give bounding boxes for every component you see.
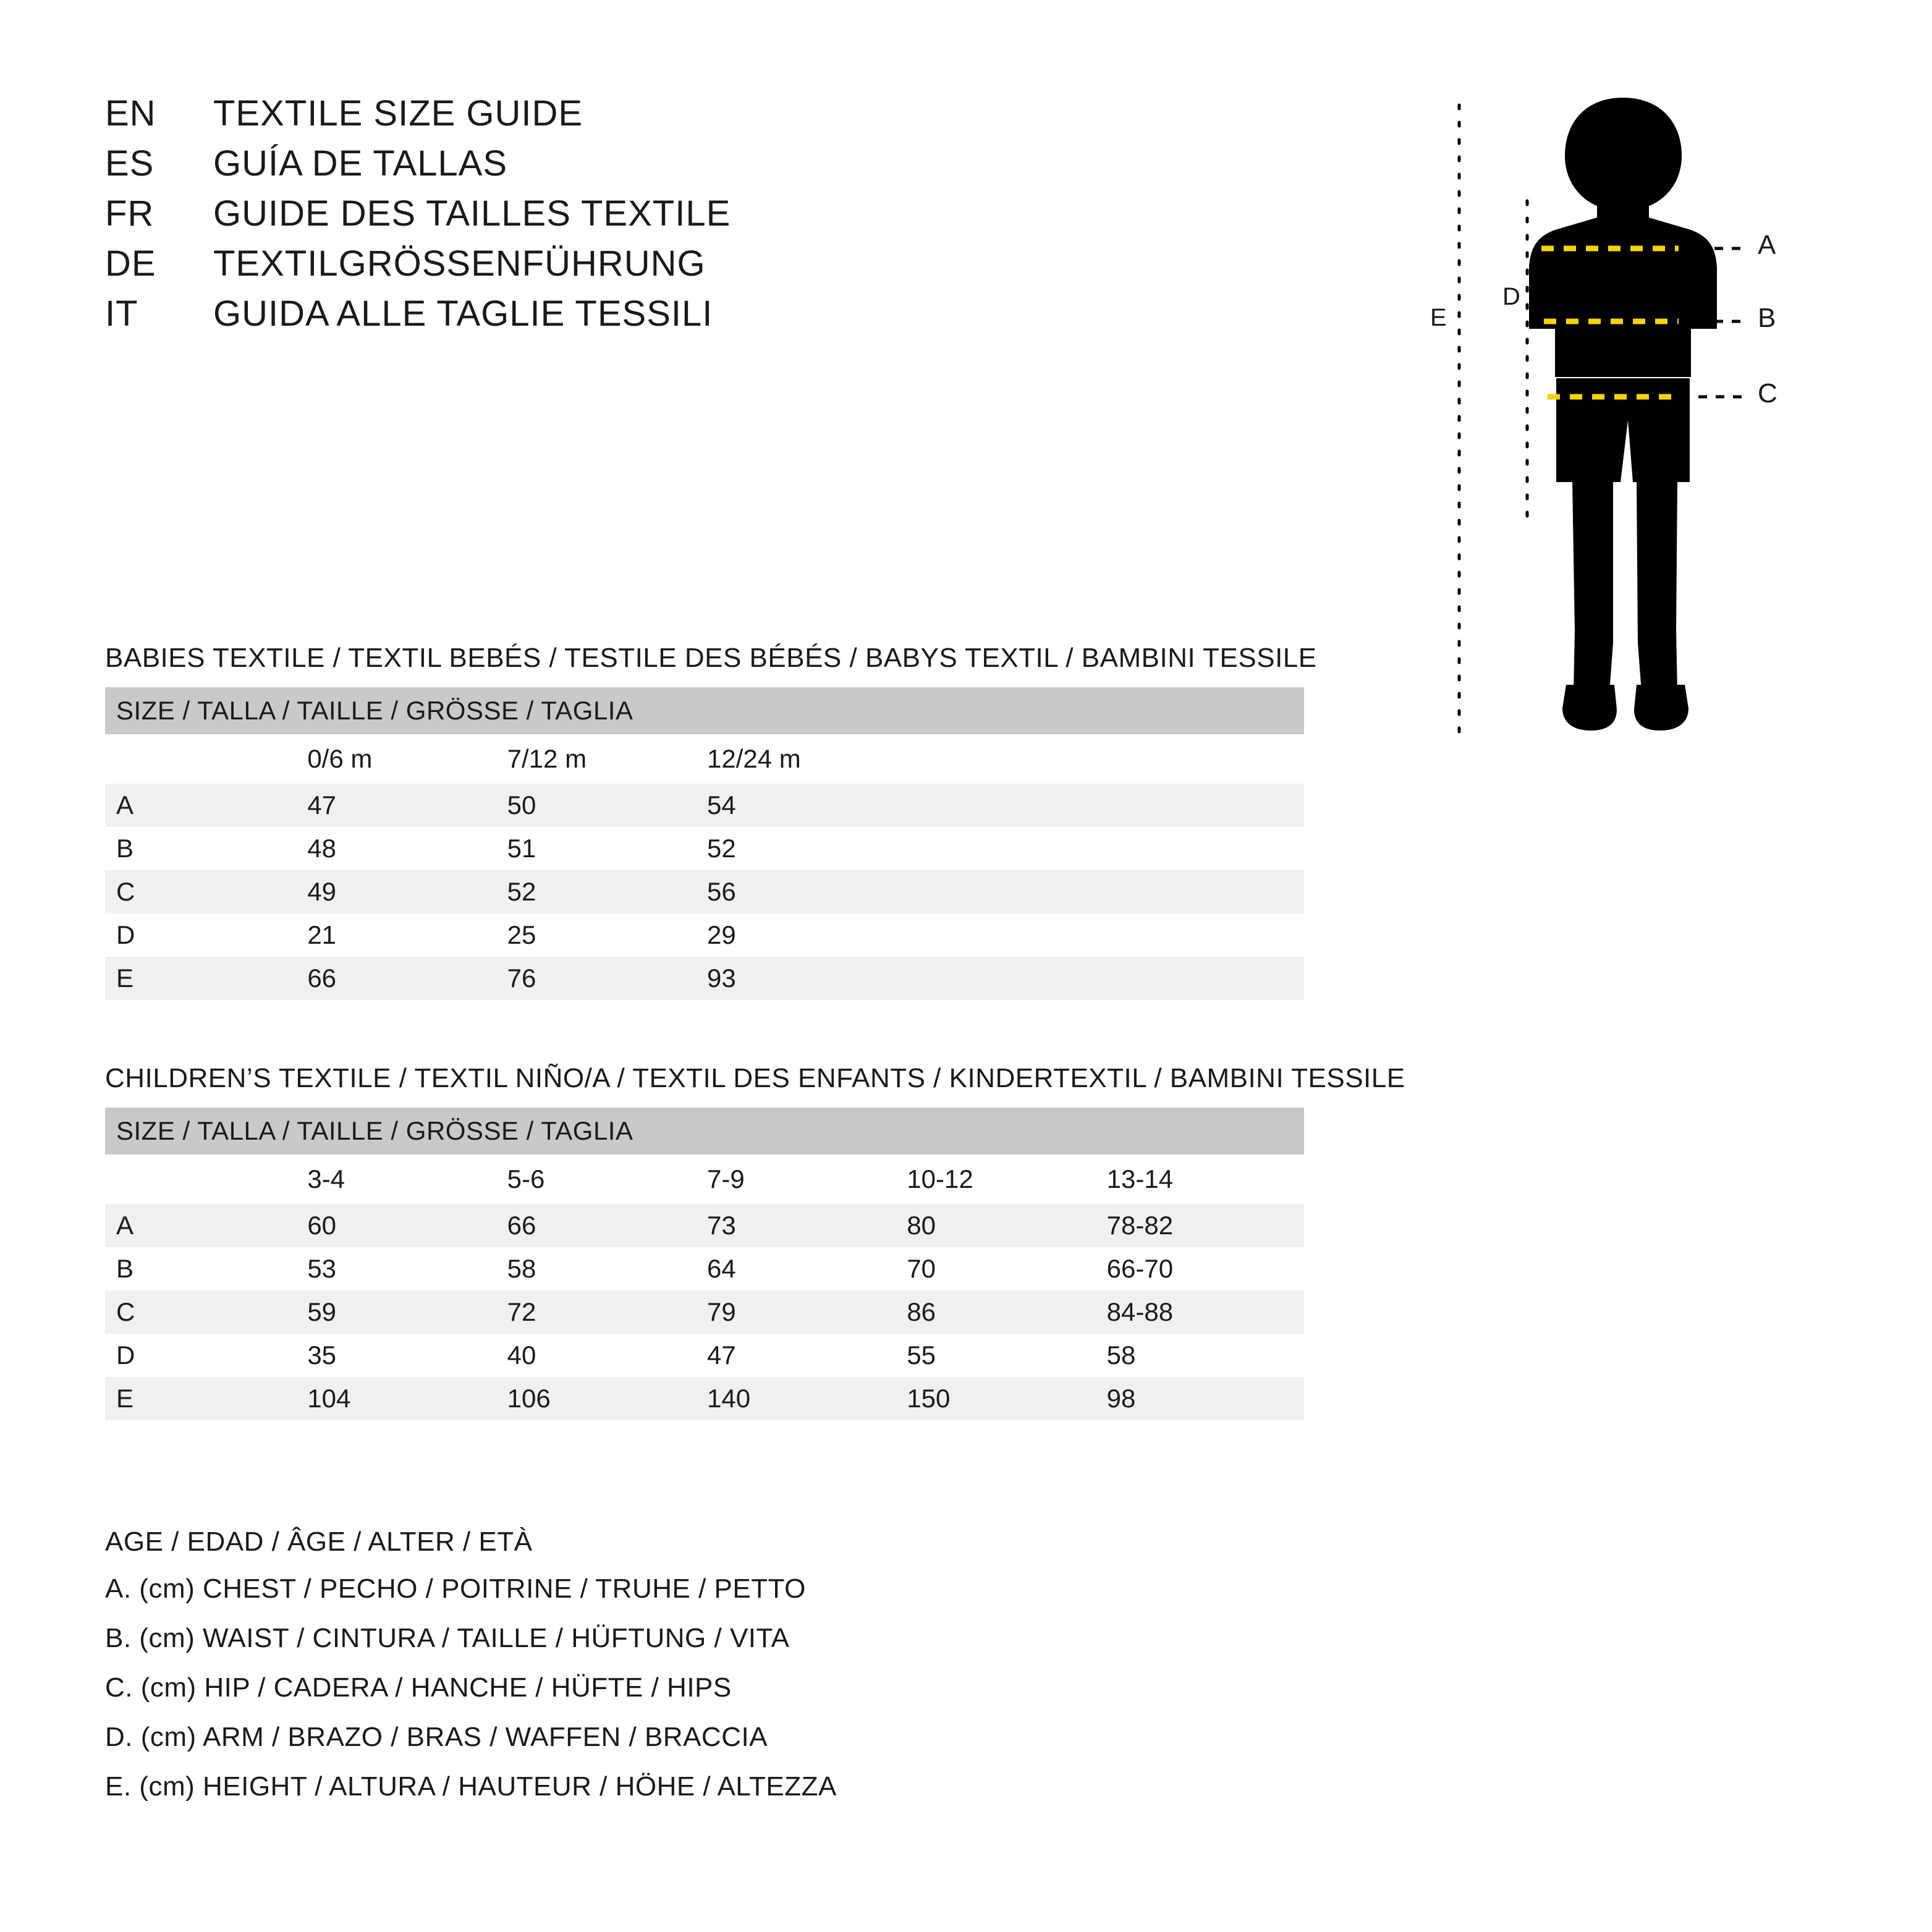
children-column-header: 13-14 [1106,1164,1174,1193]
row-value-empty [904,913,1104,957]
row-value: 25 [507,920,536,949]
table-row [105,1247,1304,1290]
row-value: 29 [706,920,736,949]
row-value: 50 [505,784,705,827]
row-label: B [116,1254,134,1283]
language-row-it [105,293,731,334]
row-label: C [105,1290,305,1334]
language-title: TEXTILE SIZE GUIDE [213,93,583,133]
legend-item-waist: B. (cm) WAIST / CINTURA / TAILLE / HÜFTUNG / VITA [105,1623,790,1653]
table-row [105,1377,1304,1420]
language-code: FR [105,193,155,234]
children-section-title: CHILDREN’S TEXTILE / TEXTIL NIÑO/A / TEXTIL DES ENFANTS / KINDERTEXTIL / BAMBINI TESSILE [105,1063,1405,1093]
row-value: 40 [507,1341,536,1370]
table-row [105,827,1304,870]
babies-column-header: 12/24 m [706,744,801,773]
language-title: GUÍA DE TALLAS [213,143,508,184]
row-value: 54 [705,784,904,827]
table-header-row [105,1155,1304,1204]
row-value-empty [904,870,1104,913]
row-label: C [105,870,305,913]
marker-label-d: D [1502,283,1520,310]
children-column-header: 5-6 [507,1164,545,1193]
row-value: 150 [904,1377,1104,1420]
table-band-row [105,687,1304,734]
table-row [105,784,1304,827]
row-value: 80 [904,1204,1104,1247]
marker-label-a: A [1758,230,1776,260]
row-value: 51 [507,834,536,863]
table-row [105,1334,1304,1377]
legend-section [105,1527,837,1821]
table-row [105,1290,1304,1334]
row-value: 56 [705,870,904,913]
children-size-table [105,1108,1304,1420]
legend-item-chest: A. (cm) CHEST / PECHO / POITRINE / TRUHE / PETTO [105,1574,806,1604]
language-header [105,93,731,343]
children-section [105,1063,1405,1420]
language-row-en [105,93,731,134]
row-value-empty [1104,784,1304,827]
row-value: 66 [305,957,504,1000]
table-band-row [105,1108,1304,1155]
children-column-header: 10-12 [907,1164,973,1193]
row-value: 47 [706,1341,736,1370]
legend-item-hip: C. (cm) HIP / CADERA / HANCHE / HÜFTE / HIPS [105,1672,732,1703]
row-value: 66-70 [1106,1254,1174,1283]
row-value: 93 [705,957,904,1000]
language-title: GUIDE DES TAILLES TEXTILE [213,193,731,234]
header-corner-cell [105,1155,305,1204]
row-value: 78-82 [1104,1204,1304,1247]
language-list [105,93,731,334]
babies-column-header: 7/12 m [507,744,587,773]
language-code: IT [105,294,138,334]
table-row [105,957,1304,1000]
row-label: A [105,784,305,827]
row-value: 70 [907,1254,936,1283]
row-value: 35 [307,1341,337,1370]
row-value: 64 [706,1254,736,1283]
row-value: 58 [507,1254,536,1283]
child-silhouette [1529,98,1717,731]
language-code: DE [105,244,156,284]
children-column-header: 3-4 [307,1164,345,1193]
row-value-empty [904,957,1104,1000]
row-value: 86 [904,1290,1104,1334]
row-value: 49 [305,870,504,913]
row-value: 98 [1104,1377,1304,1420]
language-code: EN [105,93,156,133]
row-value: 52 [505,870,705,913]
row-value: 47 [305,784,504,827]
marker-label-c: C [1758,378,1777,409]
babies-size-table [105,687,1304,1000]
row-value: 59 [305,1290,504,1334]
row-value: 76 [505,957,705,1000]
row-value: 140 [705,1377,904,1420]
row-value: 58 [1106,1341,1136,1370]
table-header-row [105,734,1304,784]
babies-band-label: SIZE / TALLA / TAILLE / GRÖSSE / TAGLIA [105,687,1304,734]
legend-item-arm: D. (cm) ARM / BRAZO / BRAS / WAFFEN / BRACCIA [105,1722,768,1752]
row-value: 52 [706,834,736,863]
row-label: E [105,1377,305,1420]
children-column-header: 7-9 [706,1164,745,1193]
language-title: TEXTILGRÖSSENFÜHRUNG [213,244,706,284]
row-value: 106 [505,1377,705,1420]
header-corner-cell [105,734,305,784]
babies-section-title: BABIES TEXTILE / TEXTIL BEBÉS / TESTILE DES BÉBÉS / BABYS TEXTIL / BAMBINI TESSILE [105,643,1317,673]
row-value: 21 [307,920,337,949]
language-code: ES [105,143,155,184]
row-value: 72 [505,1290,705,1334]
row-label: A [105,1204,305,1247]
table-row [105,913,1304,957]
row-value-empty [1104,870,1304,913]
children-band-label: SIZE / TALLA / TAILLE / GRÖSSE / TAGLIA [105,1108,1304,1155]
row-label: E [105,957,305,1000]
marker-label-b: B [1758,303,1776,333]
babies-column-header-empty [1104,734,1304,784]
row-value: 60 [305,1204,504,1247]
row-value-empty [1104,827,1304,870]
language-row-de [105,243,731,284]
row-value: 104 [305,1377,504,1420]
row-value: 79 [705,1290,904,1334]
row-value: 73 [705,1204,904,1247]
row-label: B [116,834,134,863]
row-value: 84-88 [1104,1290,1304,1334]
legend-item-height: E. (cm) HEIGHT / ALTURA / HAUTEUR / HÖHE / ALTEZZA [105,1771,837,1802]
row-value: 66 [505,1204,705,1247]
row-value: 48 [307,834,337,863]
row-value: 55 [907,1341,936,1370]
marker-label-e: E [1430,304,1447,331]
legend-title: AGE / EDAD / ÂGE / ALTER / ETÀ [105,1527,533,1557]
row-value-empty [904,827,1104,870]
language-title: GUIDA ALLE TAGLIE TESSILI [213,294,713,334]
row-value-empty [1104,913,1304,957]
table-row [105,870,1304,913]
row-label: D [116,1341,135,1370]
babies-column-header-empty [904,734,1104,784]
babies-column-header: 0/6 m [307,744,373,773]
row-value: 53 [307,1254,337,1283]
row-label: D [116,920,135,949]
measurement-figure [1400,87,1858,766]
table-row [105,1204,1304,1247]
babies-section [105,643,1317,1000]
language-row-fr [105,193,731,234]
row-value-empty [904,784,1104,827]
language-row-es [105,143,731,184]
row-value-empty [1104,957,1304,1000]
